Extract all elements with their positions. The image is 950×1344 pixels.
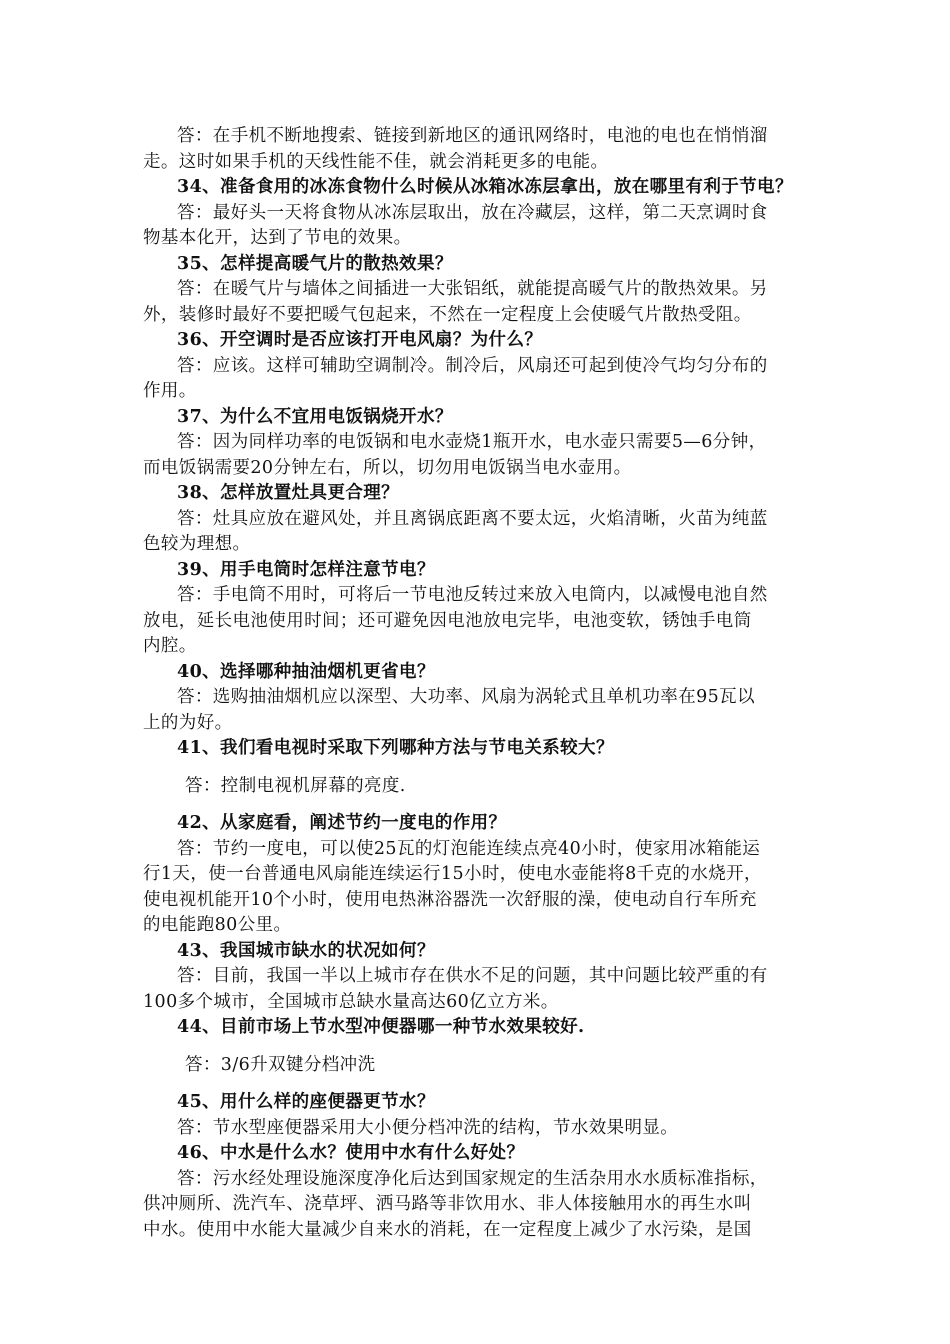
question-41: 41、我们看电视时采取下列哪种方法与节电关系较大？	[177, 738, 614, 758]
answer-45: 答：节水型座便器采用大小便分档冲洗的结构，节水效果明显。	[177, 1117, 679, 1138]
answer-38-line-1: 答：灶具应放在避风处，并且离锅底距离不要太远，火焰清晰，火苗为纯蓝	[177, 508, 768, 529]
question-34: 34、准备食用的冰冻食物什么时候从冰箱冰冻层拿出，放在哪里有利于节电？	[177, 177, 793, 197]
answer-37-line-2: 而电饭锅需要20分钟左右，所以，切勿用电饭锅当电水壶用。	[143, 457, 632, 478]
answer-39-line-3: 内腔。	[143, 636, 197, 656]
answer-46-line-1: 答：污水经处理设施深度净化后达到国家规定的生活杂用水水质标准指标，	[177, 1168, 768, 1189]
answer-39-line-2: 放电，延长电池使用时间；还可避免因电池放电完毕，电池变软，锈蚀手电筒	[143, 610, 752, 631]
answer-42-line-1: 答：节约一度电，可以使25瓦的灯泡能连续点亮40小时，使家用冰箱能运	[177, 838, 761, 859]
question-45: 45、用什么样的座便器更节水？	[177, 1092, 435, 1112]
answer-46-line-3: 中水。使用中水能大量减少自来水的消耗，在一定程度上减少了水污染，是国	[143, 1219, 752, 1240]
answer-42-line-2: 行1天，使一台普通电风扇能连续运行15小时，使电水壶能将8千克的水烧开，	[143, 864, 762, 884]
question-39: 39、用手电筒时怎样注意节电？	[177, 559, 435, 580]
answer-38-line-2: 色较为理想。	[143, 534, 251, 554]
answer-39-line-1: 答：手电筒不用时，可将后一节电池反转过来放入电筒内，以减慢电池自然	[177, 585, 768, 605]
answer-44: 答：3/6升双键分档冲洗	[185, 1054, 376, 1075]
question-44: 44、目前市场上节水型冲便器哪一种节水效果较好.	[177, 1017, 585, 1037]
answer-34-line-1: 答：最好头一天将食物从冰冻层取出，放在冷藏层，这样，第二天烹调时食	[177, 202, 768, 223]
answer-37-line-1: 答：因为同样功率的电饭锅和电水壶烧1瓶开水，电水壶只需要5—6分钟，	[177, 432, 767, 452]
question-46: 46、中水是什么水？使用中水有什么好处？	[177, 1143, 525, 1163]
question-43: 43、我国城市缺水的状况如何？	[177, 940, 435, 961]
document-page	[143, 124, 815, 1243]
answer-33-line-2: 走。这时如果手机的天线性能不佳，就会消耗更多的电能。	[143, 151, 609, 172]
question-37: 37、为什么不宜用电饭锅烧开水？	[177, 406, 453, 427]
answer-35-line-2: 外，装修时最好不要把暖气包起来，不然在一定程度上会使暖气片散热受阻。	[143, 304, 752, 325]
question-42: 42、从家庭看，阐述节约一度电的作用？	[177, 813, 507, 833]
answer-36-line-2: 作用。	[143, 381, 197, 401]
answer-43-line-2: 100多个城市，全国城市总缺水量高达60亿立方米。	[143, 991, 559, 1012]
answer-46-line-2: 供冲厕所、洗汽车、浇草坪、洒马路等非饮用水、非人体接触用水的再生水叫	[143, 1194, 752, 1214]
answer-40-line-2: 上的为好。	[143, 712, 233, 733]
question-40: 40、选择哪种抽油烟机更省电？	[177, 661, 435, 682]
answer-42-line-4: 的电能跑80公里。	[143, 915, 292, 935]
answer-42-line-3: 使电视机能开10个小时，使用电热淋浴器洗一次舒服的澡，使电动自行车所充	[143, 889, 757, 910]
answer-43-line-1: 答：目前，我国一半以上城市存在供水不足的问题，其中问题比较严重的有	[177, 966, 768, 986]
question-36: 36、开空调时是否应该打开电风扇？为什么？	[177, 330, 543, 350]
question-35: 35、怎样提高暖气片的散热效果？	[177, 253, 453, 274]
question-38: 38、怎样放置灶具更合理？	[177, 483, 400, 503]
answer-40-line-1: 答：选购抽油烟机应以深型、大功率、风扇为涡轮式且单机功率在95瓦以	[177, 687, 755, 707]
answer-33-line-1: 答：在手机不断地搜索、链接到新地区的通讯网络时，电池的电也在悄悄溜	[177, 126, 768, 146]
answer-41: 答：控制电视机屏幕的亮度.	[185, 775, 406, 796]
answer-36-line-1: 答：应该。这样可辅助空调制冷。制冷后，风扇还可起到使冷气均匀分布的	[177, 355, 768, 376]
answer-34-line-2: 物基本化开，达到了节电的效果。	[143, 228, 412, 248]
answer-35-line-1: 答：在暖气片与墙体之间插进一大张铝纸，就能提高暖气片的散热效果。另	[177, 279, 768, 299]
